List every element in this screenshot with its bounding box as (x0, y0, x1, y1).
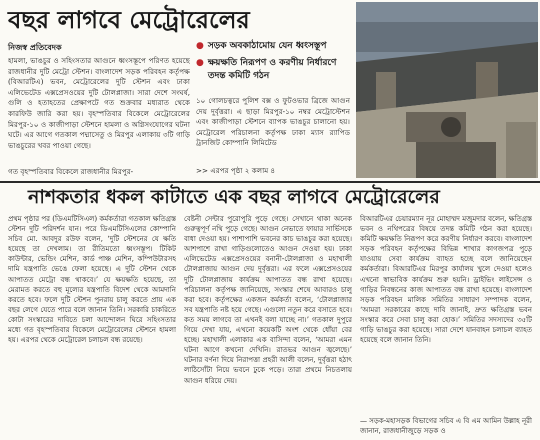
section-divider (0, 181, 540, 183)
story1-body-end-text: গত বৃহস্পতিবার বিকেলে রাজধানীর মিরপুর- (8, 167, 134, 176)
story2-col2-text: বেষ্টনী সেন্টার পুরোপুরি পুড়ে গেছে। সেখানে থাকা অনেক গুরুত্বপূর্ণ নথি পুড়ে গেছে। আগুন নেভাতে ফায়ার সার্ভিসকে বাধা দেওয়া হয়। পাশাপাশি ভবনের কাচ ভাঙচুর করা হয়েছে। আশপাশে রাখা গাড়িগুলোতেও আগুন দেওয়া হয়। ঢাকা এলিভেটেড এক্সপ্রেসওয়ের বনানী-টোলপ্লাজা ও মহাখালী টোলপ্লাজায় আগুন দেয় দুর্বৃত্তরা। এর ফলে এক্সপ্রেসওয়ের দুটি টোলপ্লাজায় কার্যক্রম আপাতত বন্ধ রাখা হয়েছে। পরিচালনা কর্তৃপক্ষ জানিয়েছে, সংস্কার শেষে আবারও চালু করা হবে। কর্তৃপক্ষের একজন কর্মকর্তা বলেন, ‘টোলপ্লাজার সব যন্ত্রপাতি নষ্ট হয়ে গেছে। এগুলো নতুন করে বসাতে হবে। কত সময় লাগবে তা এখনই বলা যাচ্ছে না।’ গতকাল দুপুরে গিয়ে দেখা যায়, এখনো কয়েকটি অংশ থেকে ধোঁয়া বের হচ্ছে। মহাখালী এলাকার এক বাসিন্দা বলেন, ‘আমরা এমন ঘটনা আগে কখনো দেখিনি। রাতভর আগুন জ্বলেছে।’ ঘটনার বর্ণনা দিয়ে নিরাপত্তা প্রহরী আলী বলেন, দুর্বৃত্তরা হঠাৎ লাঠিসোঁটা নিয়ে ভবনে ঢুকে পড়ে। তারা প্রথমে নিচতলায় আগুন ধরিয়ে দেয়। (184, 215, 352, 385)
story1-body-end (8, 167, 190, 178)
bullet-text: সড়ক অবকাঠামোয় যেন ধ্বংসস্তূপ (207, 41, 327, 51)
story2-column-1 (8, 214, 176, 440)
story2-column-3 (360, 214, 532, 410)
story2-column-2 (184, 214, 352, 440)
story1-photo (356, 2, 538, 178)
bullet-item (196, 57, 350, 83)
story2-col3-text: বিআরটিএর চেয়ারম্যান নূর মোহাম্মদ মজুমদার বলেন, ক্ষতিগ্রস্ত ভবন ও নথিপত্রের বিষয়ে তদন্ত কমিটি গঠন করা হয়েছে। কমিটি ক্ষয়ক্ষতি নিরূপণ করে করণীয় নির্ধারণ করবে। বাংলাদেশ সড়ক পরিবহন কর্তৃপক্ষের বিভিন্ন শাখার কাগজপত্র পুড়ে যাওয়ায় সেবা কার্যক্রম ব্যাহত হচ্ছে বলে জানিয়েছেন কর্মকর্তারা। বিআরটিএর মিরপুর কার্যালয় খুলে দেওয়া হলেও এখনো স্বাভাবিক কার্যক্রম শুরু হয়নি। ড্রাইভিং লাইসেন্স ও গাড়ির নিবন্ধনের কাজ আপাতত বন্ধ রাখা হয়েছে। বাংলাদেশ সড়ক পরিবহন মালিক সমিতির সাধারণ সম্পাদক বলেন, ‘আমরা সরকারের কাছে দাবি জানাই, দ্রুত ক্ষতিগ্রস্ত ভবন সংস্কার করে সেবা চালু করা হোক।’ সমিতির সদস্যদের ৩৫টি গাড়ি ভাঙচুর করা হয়েছে। সারা দেশে যানবাহন চলাচল ব্যাহত হয়েছে বলে জানান তিনি। (360, 215, 532, 345)
continued-text: >> এরপর পৃষ্ঠা ২ কলাম ৪ (196, 166, 276, 175)
bullet-item (196, 40, 350, 53)
story2-column-3-end (360, 416, 532, 440)
bullet-dot-icon: ● (196, 41, 204, 51)
story1-mid-text: ১০ গোলচত্বরে পুলিশ বক্স ও ফুটওভার ব্রিজে আগুন দেয় দুর্বৃত্তরা। এ ছাড়া মিরপুর-১০ নম্বর মেট্রোস্টেশন এবং কাজীপাড়া স্টেশনে ব্যাপক ভাঙচুর চালানো হয়। মেট্রোরেল পরিচালনা কর্তৃপক্ষ ঢাকা ম্যাস র‍্যাপিড ট্রানজিট কোম্পানি লিমিটেড (196, 96, 350, 148)
story1-mid-column (196, 96, 350, 149)
byline-text: নিজস্ব প্রতিবেদক (8, 43, 62, 52)
story2-headline: নাশকতার ধকল কাটাতে এক বছর লাগবে মেট্রোরেলের (28, 186, 440, 208)
story2-col3-end-text: — সড়ক-মহাসড়ক বিভাগের সচিব এ বি এম আমিন উল্লাহ নূরী জানান, রাজধানীজুড়ে সড়ক ও (360, 417, 532, 436)
continued-note (196, 166, 275, 178)
story1-byline (8, 42, 62, 55)
story1-headline: বছর লাগবে মেট্রোরেলের (8, 6, 250, 34)
bullet-text: ক্ষয়ক্ষতি নিরূপণ ও করণীয় নির্ধারণে তদন্ত কমিটি গঠন (207, 58, 337, 81)
bullet-dot-icon: ● (196, 58, 204, 68)
story2-col1-text: প্রথম পৃষ্ঠার পর (ডিএমটিসিএল) কর্মকর্তারা গতকাল ক্ষতিগ্রস্ত স্টেশন দুটি পরিদর্শন যান। পরে ডিএমটিসিএলের কোম্পানি সচিব মো. আবদুর রউফ বলেন, ‘দুটি স্টেশনের যে ক্ষতি হয়েছে তা দেখলাম। তা রীতিমতো ধ্বংসস্তূপ। টিকিট কাউন্টার, ভেন্ডিং মেশিন, কার্ড পাঞ্চ মেশিন, কম্পিউটারসহ দামি যন্ত্রপাতি ভেঙে ফেলা হয়েছে। এ দুটি স্টেশন থেকে আপাতত মেট্রো বন্ধ থাকবে।’ যে ক্ষয়ক্ষতি হয়েছে, তা মেরামত করতে বহু মূল্যের যন্ত্রপাতি বিদেশ থেকে আমদানি করতে হবে। ফলে দুটি স্টেশন পুনরায় চালু করতে প্রায় এক বছর লেগে যেতে পারে বলে জানান তিনি। সরকারি চাকরিতে কোটা সংস্কারের দাবিতে চলা আন্দোলন ঘিরে সহিংসতার মধ্যে গত বৃহস্পতিবার বিকেলে মেট্রোরেলের স্টেশনে হামলা হয়। এরপর থেকে মেট্রোরেল চলাচল বন্ধ রয়েছে। (8, 215, 176, 345)
burned-station-photo (356, 2, 538, 178)
story1-body: হামলা, ভাঙচুর ও সহিংসতার আগুনে ধ্বংসস্তূপে পরিণত হয়েছে রাজধানীর দুটি মেট্রো স্টেশন। বাংলাদেশ সড়ক পরিবহন কর্তৃপক্ষ (বিআরটিএ) ভবন, মেট্রোরেলের দুটি স্টেশন এবং ঢাকা এলিভেটেড এক্সপ্রেসওয়ের দুটি টোলপ্লাজা। সারা দেশে সংঘর্ষ, গুলি ও হতাহতের প্রেক্ষাপটে গত শুক্রবার মধ্যরাত থেকে কারফিউ জারি করা হয়। বৃহস্পতিবার বিকেলে মেট্রোরেলের মিরপুর-১০ ও কাজীপাড়া স্টেশনে হামলা ও অগ্নিসংযোগের ঘটনা ঘটে। এর আগে গতকাল পদ্মাসেতু ও মিরপুর এলাকায় ৩টি গাড়ি ভাঙচুরের খবর পাওয়া গেছে। (8, 56, 190, 150)
story1-bullets (196, 40, 350, 87)
